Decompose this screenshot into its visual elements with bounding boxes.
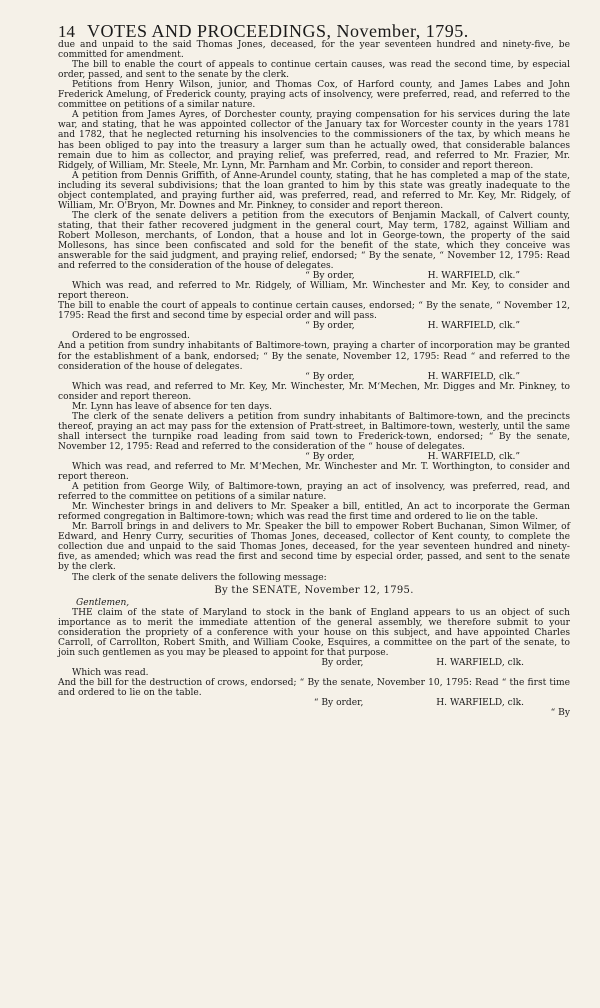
clerk-signature: H. WARFIELD, clk.” [427,451,520,462]
paragraph: Mr. Lynn has leave of absence for ten days. [72,401,273,412]
by-order: “ By order, [305,451,355,462]
running-title: VOTES AND PROCEEDINGS, November, 1795. [87,21,469,41]
paragraph: The bill to enable the court of appeals to continue certain causes, was read the second time, by especial order, passed, and sent to the senate by the clerk. [58,60,570,81]
clerk-signature: H. WARFIELD, clk. [436,657,524,668]
clerk-signature: H. WARFIELD, clk.” [427,371,520,382]
paragraph: A petition from Dennis Griffith, of Anne-Arundel county, stating, that he has completed a map of the state, including its several subdivisions; that the loan granted to him by this state was greatly inadequate to the object contemplated, and praying further aid, was preferred, read, and referred to Mr. Key, Mr. Ridgely, of William, Mr. O'Bryon, Mr. Downes and Mr. Pinkney, to consider and report thereon. [58,170,570,211]
paragraph: due and unpaid to the said Thomas Jones, deceased, for the year seventeen hundred and ninety-five, be committed for amendment. [58,40,570,61]
catchword: “ By [550,708,570,719]
message-salutation: Gentlemen, [76,597,130,608]
paragraph: And the bill for the destruction of crows, endorsed; “ By the senate, November 10, 1795: Read “ the first time and ordered to lie on the table. [58,678,570,699]
clerk-signature: H. WARFIELD, clk.” [427,271,520,282]
clerk-signature: H. WARFIELD, clk.” [427,321,520,332]
paragraph: A petition from George Wily, of Baltimore-town, praying an act of insolvency, was preferred, read, and referred to the committee on petitions of a similar nature. [58,482,570,503]
paragraph: A petition from James Ayres, of Dorchester county, praying compensation for his services during the late war, and stating, that he was appointed collector of the January tax for Worcester county in the years 1781 and 1782, that he neglected returning his insolvencies to the commissioners of the tax, by which means he has been obliged to pay into the treasury a larger sum than he actually owed, that considerable balances remain due to him as collector, and praying relief, was preferred, read, and referred to Mr. Frazier, Mr. Ridgely, of William, Mr. Steele, Mr. Lynn, Mr. Parnham and Mr. Corbin, to consider and report thereon. [58,110,570,171]
signature-line [58,452,570,462]
paragraph: Mr. Winchester brings in and delivers to Mr. Speaker a bill, entitled, An act to incorporate the German reformed congregation in Baltimore-town; which was read the first time and ordered to lie on the table. [58,502,570,523]
signature-line [58,372,570,382]
paragraph: The bill to enable the court of appeals to continue certain causes, endorsed; “ By the senate, “ November 12, 1795: Read the first and second time by especial order and will pass. [58,301,570,322]
paragraph: Mr. Barroll brings in and delivers to Mr. Speaker the bill to empower Robert Buchanan, Simon Wilmer, of Edward, and Henry Curry, securities of Thomas Jones, deceased, collector of Kent county, to complete the collection due and unpaid to the said Thomas Jones, deceased, for the year seventeen hundred and ninety-five, as amended; which was read the first and second time by especial order, passed, and sent to the senate by the clerk. [58,522,570,573]
page-number: 14 [58,22,75,41]
paragraph: Which was read, and referred to Mr. Ridgely, of William, Mr. Winchester and Mr. Key, to consider and report thereon. [58,281,570,302]
paragraph: Which was read, and referred to Mr. Key, Mr. Winchester, Mr. M‘Mechen, Mr. Digges and Mr. Pinkney, to consider and report thereon. [58,381,570,402]
paragraph: The clerk of the senate delivers a petition from sundry inhabitants of Baltimore-town, and the precincts thereof, praying an act may pass for the extension of Pratt-street, in Baltimore-town, westerly, until the same shall intersect the turnpike road leading from said town to Frederick-town, endorsed; “ By the senate, November 12, 1795: Read and referred to the consideration of the “ house of delegates. [58,411,570,452]
paragraph: Petitions from Henry Wilson, junior, and Thomas Cox, of Harford county, and James Labes and John Frederick Amelung, of Frederick county, praying acts of insolvency, were preferred, read, and referred to the committee on petitions of a similar nature. [58,80,570,111]
paragraph: The clerk of the senate delivers the following message: [72,572,327,583]
by-order: “ By order, [305,321,355,332]
paragraph: The clerk of the senate delivers a petition from the executors of Benjamin Mackall, of Calvert county, stating, that their father recovered judgment in the general court, May term, 1782, against William and Robert Molleson, merchants, of London, that a house and lot in George-town, the property of the said Mollesons, has since been confiscated and sold for the benefit of the state, which they conceive was answerable for the said judgment, and praying relief, endorsed; “ By the senate, “ November 12, 1795: Read and referred to the consideration of the house of delegates. [58,210,570,272]
page-header [58,21,570,41]
by-order: “ By order, [305,371,355,382]
signature-line [58,271,570,281]
signature-line [58,658,570,668]
signature-line [58,321,570,331]
by-order: “ By order, [305,271,355,282]
by-order: “ By order, [313,698,364,709]
paragraph: Ordered to be engrossed. [72,331,190,342]
message-body: THE claim of the state of Maryland to stock in the bank of England appears to us an object of such importance as to merit the immediate attention of the general assembly, we therefore submit to your consideration the propriety of a conference with your house on this subject, and have appointed Charles Carroll, of Carrollton, Robert Smith, and William Cooke, Esquires, a committee on the part of the senate, to join such gentlemen as you may be pleased to appoint for that purpose. [58,607,570,658]
paragraph: Which was read. [72,667,149,678]
paragraph: And a petition from sundry inhabitants of Baltimore-town, praying a charter of incorporation may be granted for the establishment of a bank, endorsed; “ By the senate, November 12, 1795: Read “ and referred to the consideration of the house of delegates. [58,341,570,372]
signature-line [58,698,570,708]
paragraph: Which was read, and referred to Mr. M‘Mechen, Mr. Winchester and Mr. T. Worthington, to consider and report thereon. [58,462,570,483]
by-order: By order, [321,657,364,668]
clerk-signature: H. WARFIELD, clk. [436,698,524,709]
message-heading: By the SENATE, November 12, 1795. [214,584,414,596]
